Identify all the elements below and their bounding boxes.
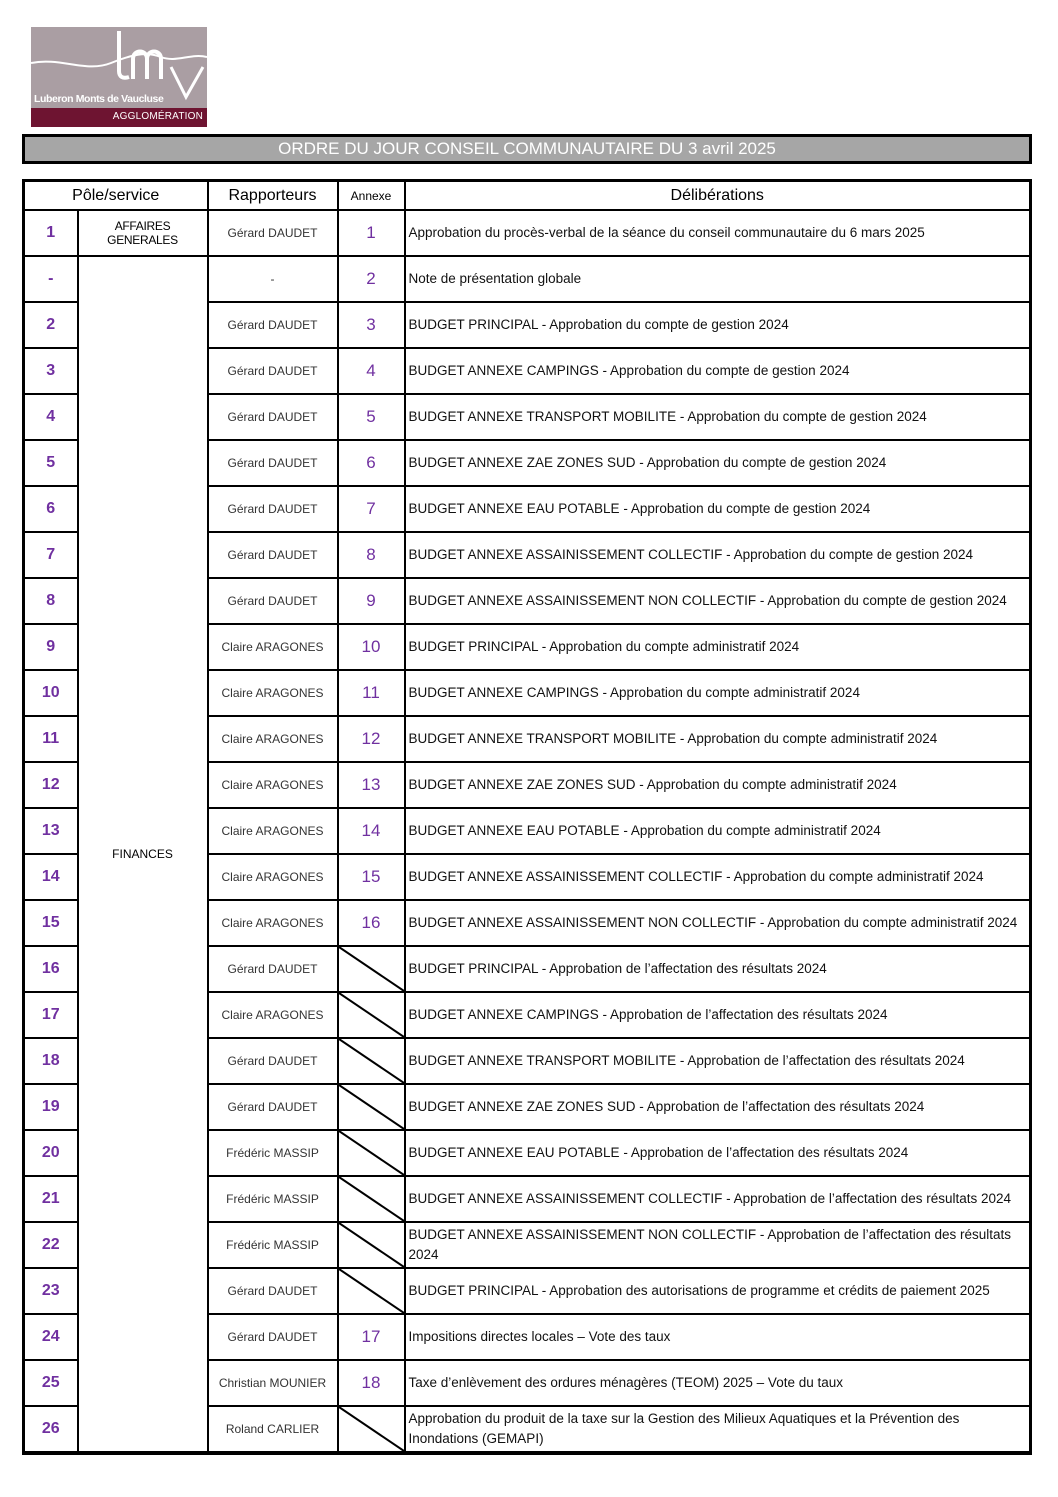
annexe-empty-cell: [338, 1268, 405, 1314]
row-number: 6: [25, 486, 78, 532]
annexe-empty-cell: [338, 1130, 405, 1176]
row-number: 20: [25, 1130, 78, 1176]
table-row: [25, 256, 1030, 302]
header-pole: Pôle/service: [25, 182, 208, 211]
page-title: ORDRE DU JOUR CONSEIL COMMUNAUTAIRE DU 3 avril 2025: [22, 134, 1032, 164]
rapporteur: Gérard DAUDET: [208, 394, 338, 440]
annexe-number: 1: [338, 210, 405, 256]
deliberation-text: Note de présentation globale: [405, 256, 1030, 302]
rapporteur: Claire ARAGONES: [208, 854, 338, 900]
header-annexe: Annexe: [338, 182, 405, 211]
row-number: 16: [25, 946, 78, 992]
diagonal-slash-icon: [339, 1407, 404, 1451]
rapporteur: Christian MOUNIER: [208, 1360, 338, 1406]
agenda-table: [22, 179, 1032, 1455]
annexe-empty-cell: [338, 1038, 405, 1084]
deliberation-text: BUDGET ANNEXE EAU POTABLE - Approbation de l’affectation des résultats 2024: [405, 1130, 1030, 1176]
rapporteur: Claire ARAGONES: [208, 624, 338, 670]
annexe-number: 13: [338, 762, 405, 808]
deliberation-text: BUDGET ANNEXE EAU POTABLE - Approbation du compte de gestion 2024: [405, 486, 1030, 532]
rapporteur: Claire ARAGONES: [208, 670, 338, 716]
row-number: 17: [25, 992, 78, 1038]
annexe-empty-cell: [338, 946, 405, 992]
annexe-number: 9: [338, 578, 405, 624]
row-number: 25: [25, 1360, 78, 1406]
logo-emblem: [31, 27, 207, 108]
diagonal-slash-icon: [339, 1269, 404, 1313]
row-number: 11: [25, 716, 78, 762]
logo-band: [31, 108, 207, 127]
row-number: 1: [25, 210, 78, 256]
agglomeration-logo: [31, 27, 207, 127]
annexe-number: 15: [338, 854, 405, 900]
rapporteur: Frédéric MASSIP: [208, 1222, 338, 1268]
row-number: 18: [25, 1038, 78, 1084]
row-number: 15: [25, 900, 78, 946]
annexe-number: 14: [338, 808, 405, 854]
annexe-number: 7: [338, 486, 405, 532]
rapporteur: Frédéric MASSIP: [208, 1130, 338, 1176]
annexe-number: 8: [338, 532, 405, 578]
table-row: [25, 210, 1030, 256]
diagonal-slash-icon: [339, 947, 404, 991]
rapporteur: Gérard DAUDET: [208, 1038, 338, 1084]
annexe-empty-cell: [338, 1222, 405, 1268]
rapporteur: Gérard DAUDET: [208, 348, 338, 394]
deliberation-text: Taxe d’enlèvement des ordures ménagères (TEOM) 2025 – Vote du taux: [405, 1360, 1030, 1406]
row-number: 3: [25, 348, 78, 394]
annexe-number: 10: [338, 624, 405, 670]
deliberation-text: Approbation du produit de la taxe sur la Gestion des Milieux Aquatiques et la Prévention des Inondations (GEMAPI): [405, 1406, 1030, 1452]
rapporteur: Gérard DAUDET: [208, 440, 338, 486]
row-number: 9: [25, 624, 78, 670]
deliberation-text: BUDGET ANNEXE CAMPINGS - Approbation de l’affectation des résultats 2024: [405, 992, 1030, 1038]
pole-service: AFFAIRES GENERALES: [78, 210, 208, 256]
annexe-number: 4: [338, 348, 405, 394]
rapporteur: Claire ARAGONES: [208, 716, 338, 762]
logo-subtitle: AGGLOMÉRATION: [112, 111, 203, 122]
annexe-number: 17: [338, 1314, 405, 1360]
diagonal-slash-icon: [339, 1177, 404, 1221]
annexe-number: 12: [338, 716, 405, 762]
row-number: 4: [25, 394, 78, 440]
deliberation-text: BUDGET ANNEXE TRANSPORT MOBILITE - Approbation du compte administratif 2024: [405, 716, 1030, 762]
rapporteur: Claire ARAGONES: [208, 900, 338, 946]
rapporteur: Gérard DAUDET: [208, 1084, 338, 1130]
diagonal-slash-icon: [339, 993, 404, 1037]
deliberation-text: BUDGET ANNEXE EAU POTABLE - Approbation du compte administratif 2024: [405, 808, 1030, 854]
pole-service: FINANCES: [78, 256, 208, 1452]
rapporteur: Claire ARAGONES: [208, 808, 338, 854]
deliberation-text: BUDGET ANNEXE ASSAINISSEMENT NON COLLECTIF - Approbation de l’affectation des résultats 2024: [405, 1222, 1030, 1268]
diagonal-slash-icon: [339, 1039, 404, 1083]
deliberation-text: BUDGET ANNEXE TRANSPORT MOBILITE - Approbation du compte de gestion 2024: [405, 394, 1030, 440]
row-number: 23: [25, 1268, 78, 1314]
row-number: 14: [25, 854, 78, 900]
deliberation-text: BUDGET ANNEXE ASSAINISSEMENT COLLECTIF - Approbation du compte administratif 2024: [405, 854, 1030, 900]
row-number: 12: [25, 762, 78, 808]
deliberation-text: BUDGET ANNEXE ZAE ZONES SUD - Approbation de l’affectation des résultats 2024: [405, 1084, 1030, 1130]
row-number: 8: [25, 578, 78, 624]
annexe-number: 16: [338, 900, 405, 946]
deliberation-text: BUDGET ANNEXE ZAE ZONES SUD - Approbation du compte administratif 2024: [405, 762, 1030, 808]
row-number: 24: [25, 1314, 78, 1360]
header-deliberations: Délibérations: [405, 182, 1030, 211]
deliberation-text: Impositions directes locales – Vote des taux: [405, 1314, 1030, 1360]
rapporteur: Claire ARAGONES: [208, 992, 338, 1038]
rapporteur: Gérard DAUDET: [208, 946, 338, 992]
rapporteur: Gérard DAUDET: [208, 532, 338, 578]
diagonal-slash-icon: [339, 1223, 404, 1267]
deliberation-text: BUDGET ANNEXE ASSAINISSEMENT COLLECTIF - Approbation du compte de gestion 2024: [405, 532, 1030, 578]
annexe-number: 18: [338, 1360, 405, 1406]
logo-name: Luberon Monts de Vaucluse: [34, 93, 164, 105]
annexe-empty-cell: [338, 1406, 405, 1452]
rapporteur: Roland CARLIER: [208, 1406, 338, 1452]
row-number: -: [25, 256, 78, 302]
rapporteur: Gérard DAUDET: [208, 210, 338, 256]
deliberation-text: BUDGET ANNEXE CAMPINGS - Approbation du compte administratif 2024: [405, 670, 1030, 716]
deliberation-text: BUDGET ANNEXE ASSAINISSEMENT NON COLLECTIF - Approbation du compte administratif 2024: [405, 900, 1030, 946]
diagonal-slash-icon: [339, 1131, 404, 1175]
rapporteur: Claire ARAGONES: [208, 762, 338, 808]
row-number: 2: [25, 302, 78, 348]
rapporteur: Gérard DAUDET: [208, 1314, 338, 1360]
deliberation-text: BUDGET PRINCIPAL - Approbation du compte administratif 2024: [405, 624, 1030, 670]
deliberation-text: BUDGET PRINCIPAL - Approbation du compte de gestion 2024: [405, 302, 1030, 348]
row-number: 21: [25, 1176, 78, 1222]
table-header-row: [25, 182, 1030, 211]
deliberation-text: BUDGET ANNEXE CAMPINGS - Approbation du compte de gestion 2024: [405, 348, 1030, 394]
rapporteur: Gérard DAUDET: [208, 1268, 338, 1314]
deliberation-text: BUDGET PRINCIPAL - Approbation de l’affectation des résultats 2024: [405, 946, 1030, 992]
annexe-empty-cell: [338, 1084, 405, 1130]
annexe-number: 2: [338, 256, 405, 302]
row-number: 26: [25, 1406, 78, 1452]
deliberation-text: BUDGET ANNEXE ZAE ZONES SUD - Approbation du compte de gestion 2024: [405, 440, 1030, 486]
header-rapporteurs: Rapporteurs: [208, 182, 338, 211]
annexe-empty-cell: [338, 992, 405, 1038]
row-number: 7: [25, 532, 78, 578]
diagonal-slash-icon: [339, 1085, 404, 1129]
rapporteur: Gérard DAUDET: [208, 302, 338, 348]
deliberation-text: BUDGET PRINCIPAL - Approbation des autorisations de programme et crédits de paiement 2025: [405, 1268, 1030, 1314]
rapporteur: Gérard DAUDET: [208, 486, 338, 532]
deliberation-text: BUDGET ANNEXE TRANSPORT MOBILITE - Approbation de l’affectation des résultats 2024: [405, 1038, 1030, 1084]
annexe-number: 6: [338, 440, 405, 486]
deliberation-text: BUDGET ANNEXE ASSAINISSEMENT NON COLLECTIF - Approbation du compte de gestion 2024: [405, 578, 1030, 624]
row-number: 5: [25, 440, 78, 486]
row-number: 19: [25, 1084, 78, 1130]
row-number: 10: [25, 670, 78, 716]
row-number: 22: [25, 1222, 78, 1268]
rapporteur: Gérard DAUDET: [208, 578, 338, 624]
annexe-empty-cell: [338, 1176, 405, 1222]
rapporteur: -: [208, 256, 338, 302]
rapporteur: Frédéric MASSIP: [208, 1176, 338, 1222]
annexe-number: 3: [338, 302, 405, 348]
annexe-number: 5: [338, 394, 405, 440]
deliberation-text: Approbation du procès-verbal de la séance du conseil communautaire du 6 mars 2025: [405, 210, 1030, 256]
deliberation-text: BUDGET ANNEXE ASSAINISSEMENT COLLECTIF - Approbation de l’affectation des résultats 2024: [405, 1176, 1030, 1222]
row-number: 13: [25, 808, 78, 854]
annexe-number: 11: [338, 670, 405, 716]
